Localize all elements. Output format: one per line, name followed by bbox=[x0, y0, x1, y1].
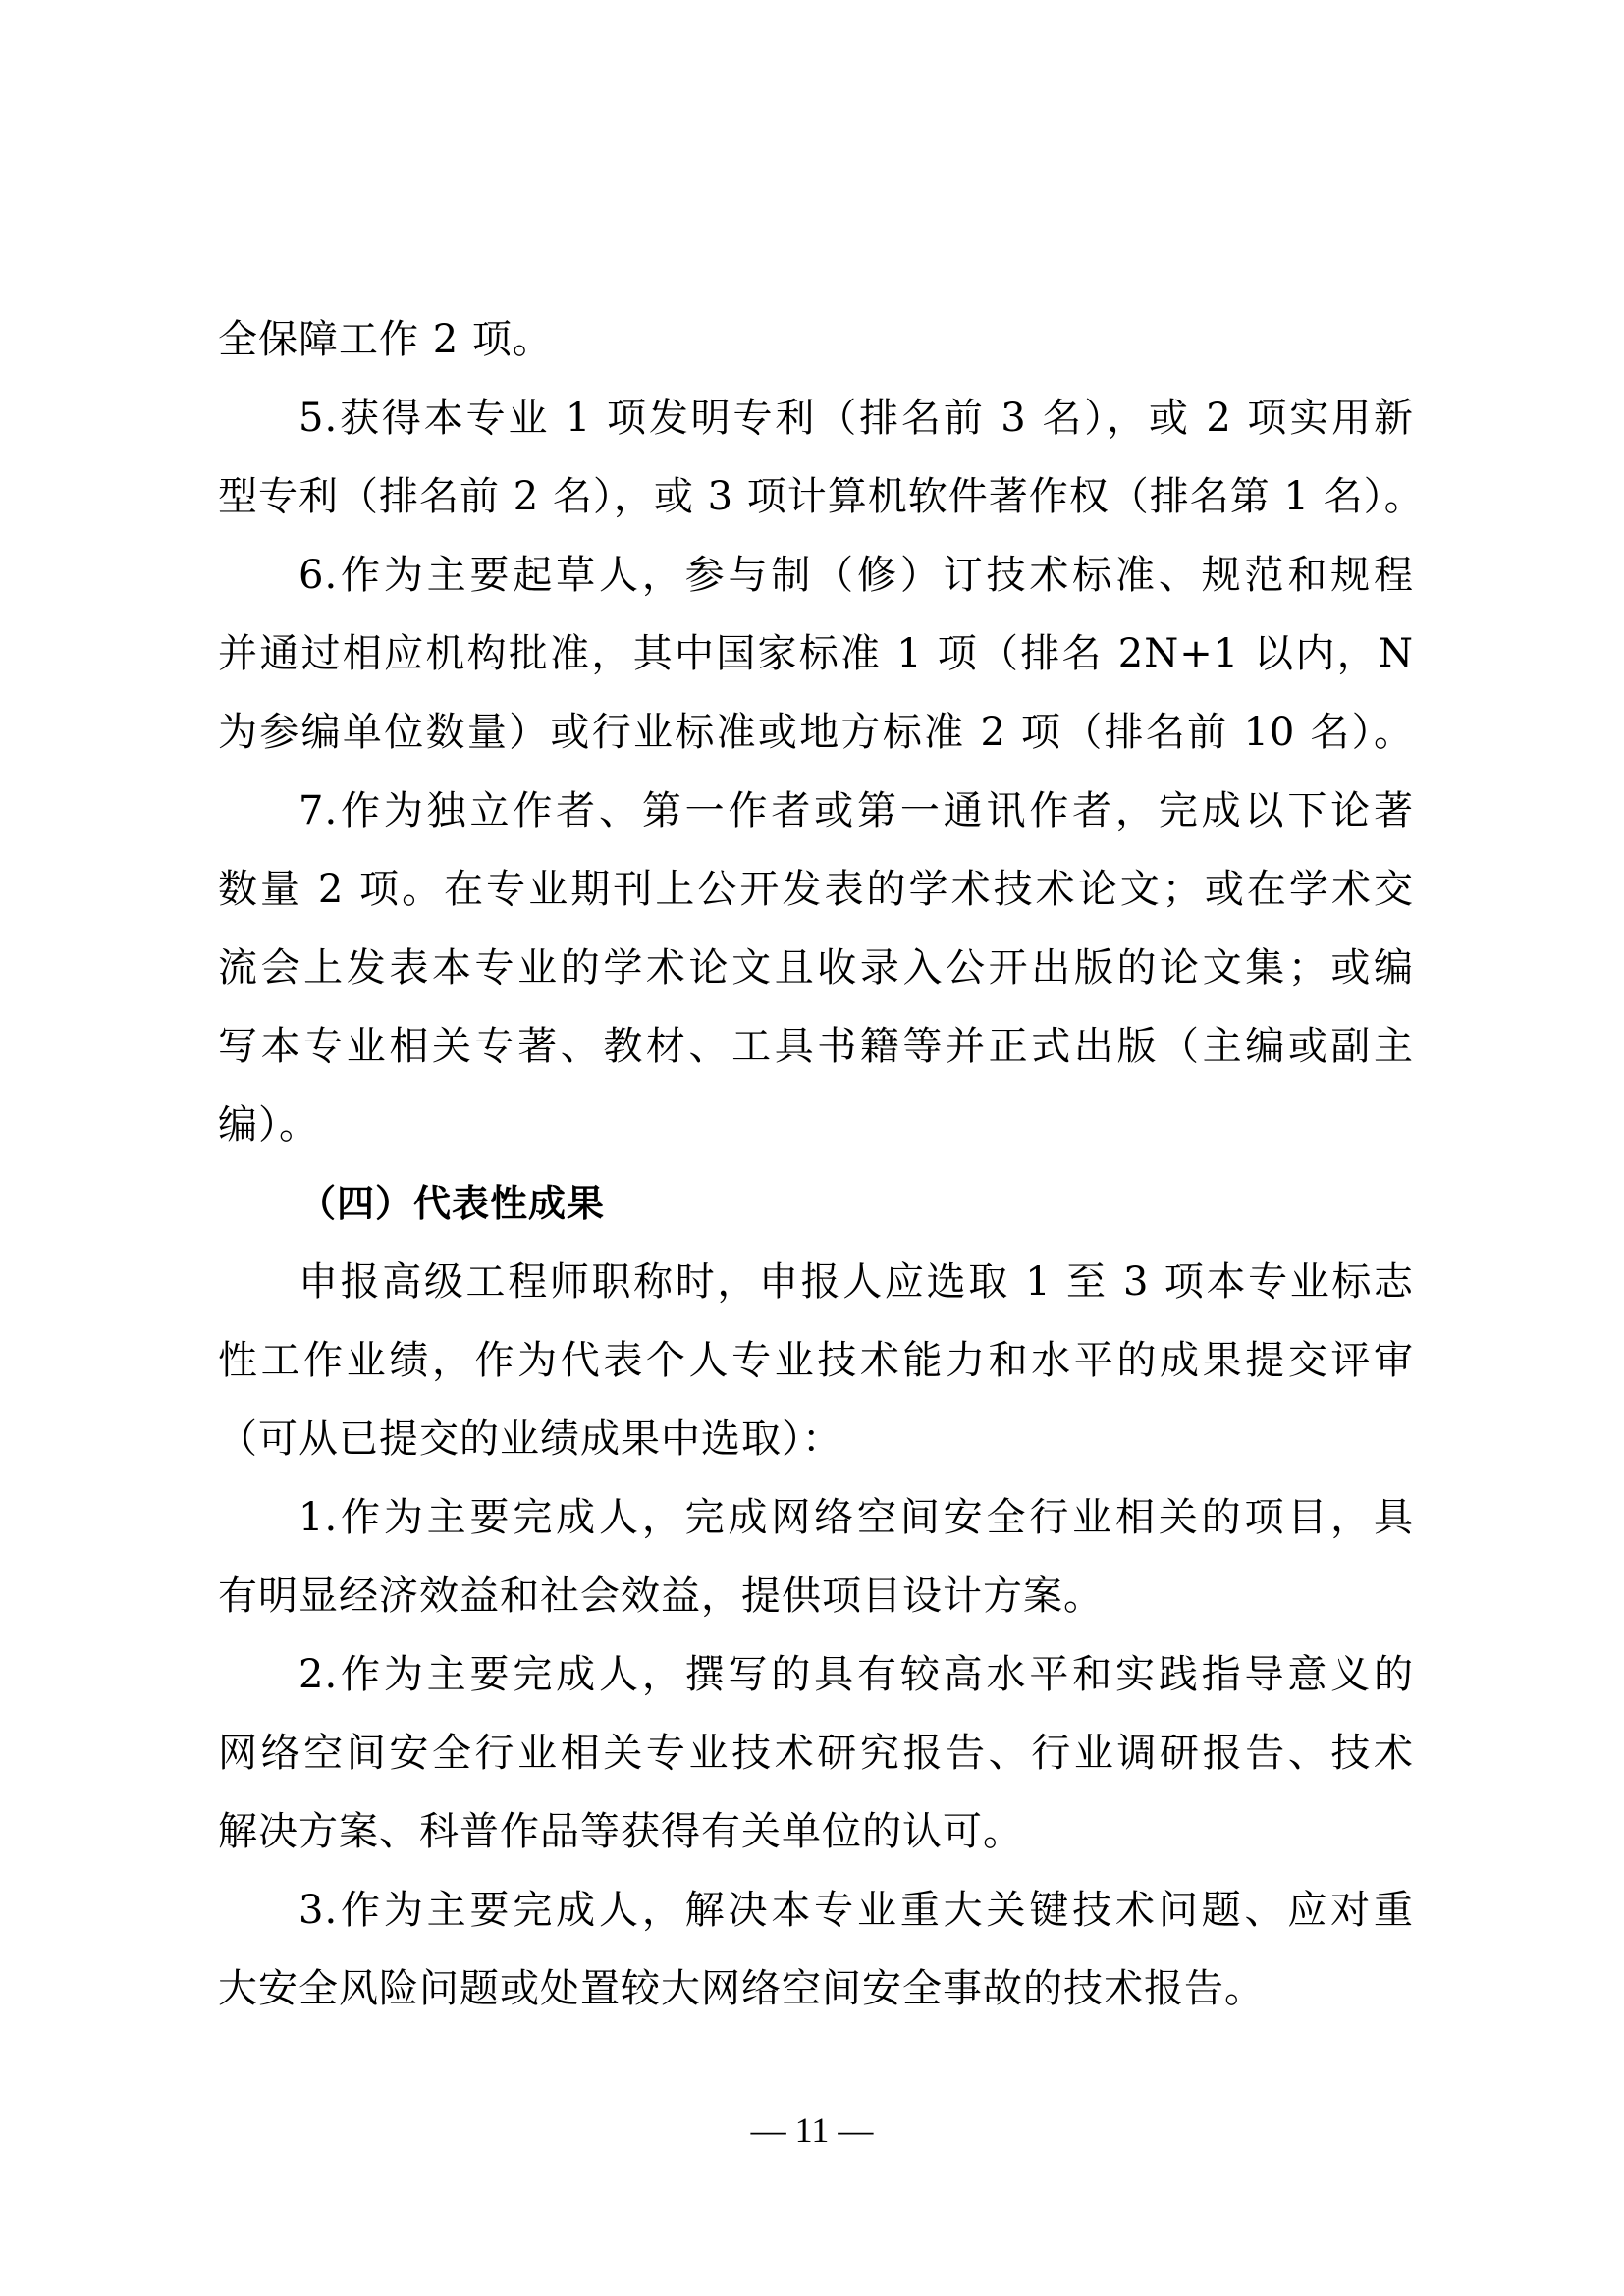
result-item-3 bbox=[298, 1871, 1414, 1949]
list-item-7 bbox=[298, 772, 1414, 850]
line-text: 写本专业相关专著、教材、工具书籍等并正式出版（主编或副主 bbox=[218, 1024, 1414, 1069]
line-text: 5.获得本专业 1 项发明专利（排名前 3 名），或 2 项实用新 bbox=[298, 396, 1414, 441]
line-text: 性工作业绩，作为代表个人专业技术能力和水平的成果提交评审 bbox=[218, 1338, 1414, 1383]
line-text: 型专利（排名前 2 名），或 3 项计算机软件著作权（排名第 1 名）。 bbox=[218, 474, 1425, 519]
result-item-1-continuation bbox=[218, 1557, 1104, 1635]
line-text: 6.作为主要起草人，参与制（修）订技术标准、规范和规程 bbox=[298, 553, 1414, 598]
list-item-7-continuation bbox=[218, 1007, 1414, 1086]
line-text: 解决方案、科普作品等获得有关单位的认可。 bbox=[218, 1809, 1023, 1854]
line-text: 编）。 bbox=[218, 1102, 319, 1148]
result-item-2-continuation bbox=[218, 1792, 1023, 1871]
list-item-5-continuation bbox=[218, 457, 1425, 536]
line-text: 3.作为主要完成人，解决本专业重大关键技术问题、应对重 bbox=[298, 1888, 1414, 1933]
line-text: 为参编单位数量）或行业标准或地方标准 2 项（排名前 10 名）。 bbox=[218, 710, 1414, 755]
line-text: 申报高级工程师职称时，申报人应选取 1 至 3 项本专业标志 bbox=[298, 1259, 1414, 1305]
line-text: 网络空间安全行业相关专业技术研究报告、行业调研报告、技术 bbox=[218, 1731, 1414, 1776]
result-item-2-continuation bbox=[218, 1714, 1414, 1792]
line-text: 2.作为主要完成人，撰写的具有较高水平和实践指导意义的 bbox=[298, 1652, 1414, 1697]
intro-paragraph-continuation bbox=[218, 1400, 842, 1478]
list-item-5 bbox=[298, 379, 1414, 457]
list-item-6 bbox=[298, 536, 1414, 614]
line-text: 7.作为独立作者、第一作者或第一通讯作者，完成以下论著 bbox=[298, 788, 1414, 833]
text-line-continuation bbox=[218, 300, 553, 379]
intro-paragraph bbox=[298, 1243, 1414, 1321]
line-text: 数量 2 项。在专业期刊上公开发表的学术技术论文；或在学术交 bbox=[218, 867, 1414, 912]
line-text: （可从已提交的业绩成果中选取）： bbox=[218, 1416, 842, 1462]
line-text: 大安全风险问题或处置较大网络空间安全事故的技术报告。 bbox=[218, 1966, 1265, 2011]
list-item-7-continuation bbox=[218, 929, 1414, 1007]
result-item-3-continuation bbox=[218, 1949, 1265, 2028]
result-item-2 bbox=[298, 1635, 1414, 1714]
list-item-6-continuation bbox=[218, 693, 1414, 772]
line-text: 有明显经济效益和社会效益，提供项目设计方案。 bbox=[218, 1574, 1104, 1619]
line-text: 全保障工作 2 项。 bbox=[218, 317, 553, 362]
result-item-1 bbox=[298, 1478, 1414, 1557]
list-item-6-continuation bbox=[218, 614, 1414, 693]
intro-paragraph-continuation bbox=[218, 1321, 1414, 1400]
heading-text: （四）代表性成果 bbox=[298, 1182, 606, 1225]
line-text: 流会上发表本专业的学术论文且收录入公开出版的论文集；或编 bbox=[218, 945, 1414, 990]
page-number: — 11 — bbox=[750, 2110, 874, 2150]
section-heading bbox=[298, 1164, 605, 1243]
line-text: 1.作为主要完成人，完成网络空间安全行业相关的项目，具 bbox=[298, 1495, 1414, 1540]
line-text: 并通过相应机构批准，其中国家标准 1 项（排名 2N+1 以内，N bbox=[218, 631, 1414, 676]
list-item-7-continuation bbox=[218, 850, 1414, 929]
list-item-7-continuation bbox=[218, 1086, 319, 1164]
